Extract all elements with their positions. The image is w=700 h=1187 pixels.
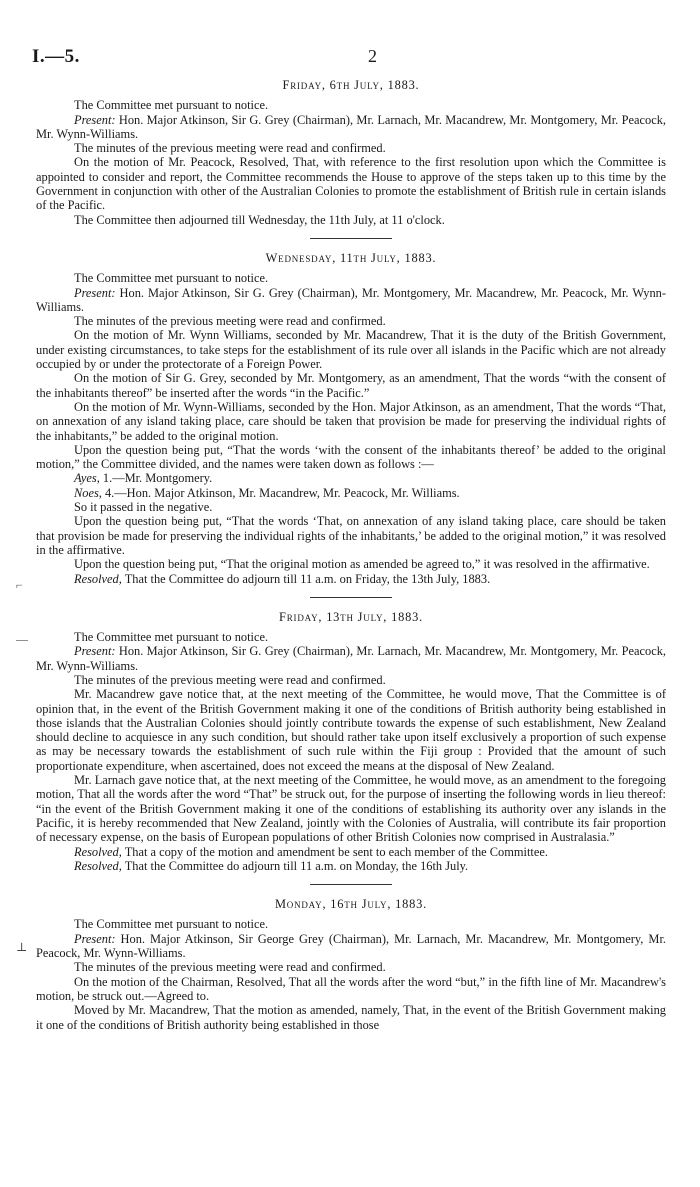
minute-paragraph <box>36 371 666 400</box>
minute-paragraph <box>36 673 666 687</box>
minute-paragraph <box>36 845 666 859</box>
minute-paragraph <box>36 644 666 673</box>
meeting-section <box>36 610 666 873</box>
meeting-section <box>36 897 666 1032</box>
page-number: 2 <box>368 46 377 66</box>
minute-paragraph <box>36 328 666 371</box>
minute-paragraph <box>36 271 666 285</box>
minute-paragraph <box>36 514 666 557</box>
paragraph-lead: Resolved, <box>74 858 122 873</box>
paragraph-lead: Present: <box>74 285 116 300</box>
paragraph-text: So it passed in the negative. <box>74 500 213 515</box>
paragraph-lead: Ayes, <box>74 471 100 486</box>
paragraph-text: The Committee met pursuant to notice. <box>74 630 269 645</box>
paragraph-text: That the Committee do adjourn till 11 a.m. on Monday, the 16th July. <box>121 858 469 873</box>
paragraph-text: On the motion of Mr. Peacock, Resolved, That, with reference to the first resolution upon which the Committee is appointed to consider and report, the Committee recommends the House to approve of the steps taken up to this time by the Government in conjunction with other of the Australian Colonies to promote the establishment of British rule in certain islands of the Pacific. <box>36 155 666 213</box>
minute-paragraph <box>36 141 666 155</box>
section-divider <box>310 238 392 239</box>
meeting-section <box>36 78 666 227</box>
margin-mark: ⊥ <box>16 940 28 954</box>
meeting-date: Friday, 6th July, 1883. <box>282 78 420 92</box>
minute-paragraph <box>36 557 666 571</box>
document-reference: I.—5. <box>32 46 80 67</box>
paragraph-text: The Committee met pursuant to notice. <box>74 917 269 932</box>
paragraph-text: 1.—Mr. Montgomery. <box>99 471 213 486</box>
paragraph-text: On the motion of Sir G. Grey, seconded by Mr. Montgomery, as an amendment, That the words “with the consent of the inhabitants thereof” be inserted after the words “in the Pacific.” <box>36 371 666 400</box>
paragraph-lead: Present: <box>74 644 116 659</box>
meeting-date: Friday, 13th July, 1883. <box>279 609 423 624</box>
paragraph-text: Hon. Major Atkinson, Sir G. Grey (Chairman), Mr. Larnach, Mr. Macandrew, Mr. Montgomery, Mr. Peacock, Mr. Wynn-Williams. <box>36 644 666 673</box>
minute-paragraph <box>36 471 666 485</box>
paragraph-text: Upon the question being put, “That the words ‘That, on annexation of any island taking place, care should be taken that provision be made for preserving the individual rights of the inhabitants,’ be added to the original motion,” it was resolved in the affirmative. <box>36 514 666 557</box>
minute-paragraph <box>36 500 666 514</box>
minute-paragraph <box>36 572 666 586</box>
margin-mark: ⌐ <box>16 578 23 592</box>
paragraph-text: Hon. Major Atkinson, Sir G. Grey (Chairman), Mr. Larnach, Mr. Macandrew, Mr. Montgomery, Mr. Peacock, Mr. Wynn-Williams. <box>36 112 666 141</box>
margin-mark: — <box>16 632 28 646</box>
minute-paragraph <box>36 1003 666 1032</box>
paragraph-text: The Committee then adjourned till Wednesday, the 11th July, at 11 o'clock. <box>74 212 445 227</box>
minute-paragraph <box>36 773 666 844</box>
minute-paragraph <box>36 630 666 644</box>
paragraph-text: On the motion of Mr. Wynn-Williams, seconded by the Hon. Major Atkinson, as an amendment, That the words “That, on annexation of any island taking place, care should be taken that provision be made for preserving the individual rights of the inhabitants,” be added to the original motion. <box>36 399 666 443</box>
paragraph-text: The minutes of the previous meeting were read and confirmed. <box>74 672 386 687</box>
minute-paragraph <box>36 486 666 500</box>
paragraph-text: Mr. Macandrew gave notice that, at the next meeting of the Committee, he would move, That the Committee is of opinion that, in the event of the British Government making it one of the conditions of British authority being established in those islands that the Australian Colonies should jointly contribute towards the expense of such establishment, New Zealand should decline to acquiesce in any such condition, but should rather take upon itself exclusively a proportion of such expense as may be necessary towards the establishment of such rule within the Fiji group : Provided that the amount of such proportionate expenditure, when ascertained, does not exceed the means at the disposal of New Zealand. <box>36 687 666 773</box>
minute-paragraph <box>36 155 666 212</box>
minutes-body <box>36 78 666 1032</box>
paragraph-text: The Committee met pursuant to notice. <box>74 271 269 286</box>
minute-paragraph <box>36 113 666 142</box>
paragraph-text: On the motion of Mr. Wynn Williams, seconded by Mr. Macandrew, That it is the duty of the British Government, under existing circumstances, to take steps for the establishment of its rule over all islands in the Pacific which are not already occupied by or under the protectorate of a Foreign Power. <box>36 328 666 372</box>
section-divider <box>310 884 392 885</box>
minute-paragraph <box>36 975 666 1004</box>
paragraph-text: That the Committee do adjourn till 11 a.m. on Friday, the 13th July, 1883. <box>121 571 491 586</box>
paragraph-text: Upon the question being put, “That the original motion as amended be agreed to,” it was resolved in the affirmative. <box>74 557 650 572</box>
paragraph-text: The minutes of the previous meeting were read and confirmed. <box>74 960 386 975</box>
minute-paragraph <box>36 400 666 443</box>
minute-paragraph <box>36 859 666 873</box>
paragraph-text: The Committee met pursuant to notice. <box>74 98 269 113</box>
paragraph-text: The minutes of the previous meeting were read and confirmed. <box>74 141 386 156</box>
minute-paragraph <box>36 917 666 931</box>
paragraph-text: That a copy of the motion and amendment be sent to each member of the Committee. <box>121 844 548 859</box>
paragraph-text: Hon. Major Atkinson, Sir George Grey (Chairman), Mr. Larnach, Mr. Macandrew, Mr. Montgomery, Mr. Peacock, Mr. Wynn-Williams. <box>36 931 666 961</box>
paragraph-lead: Resolved, <box>74 571 122 586</box>
paragraph-text: The minutes of the previous meeting were read and confirmed. <box>74 314 386 329</box>
paragraph-lead: Noes, <box>74 485 102 500</box>
paragraph-lead: Resolved, <box>74 844 122 859</box>
minute-paragraph <box>36 687 666 773</box>
paragraph-text: 4.—Hon. Major Atkinson, Mr. Macandrew, Mr. Peacock, Mr. Williams. <box>101 485 460 500</box>
meeting-date: Wednesday, 11th July, 1883. <box>265 250 437 265</box>
minute-paragraph <box>36 286 666 315</box>
minute-paragraph <box>36 443 666 472</box>
paragraph-text: Upon the question being put, “That the words ‘with the consent of the inhabitants thereof’ be added to the original motion,” the Committee divided, and the names were taken down as follows :— <box>36 442 666 472</box>
minute-paragraph <box>36 98 666 112</box>
minute-paragraph <box>36 960 666 974</box>
meeting-section <box>36 251 666 586</box>
page-header <box>32 46 668 70</box>
paragraph-lead: Present: <box>74 112 116 127</box>
minute-paragraph <box>36 213 666 227</box>
meeting-date: Monday, 16th July, 1883. <box>274 897 428 912</box>
paragraph-text: Moved by Mr. Macandrew, That the motion as amended, namely, That, in the event of the British Government making it one of the conditions of British authority being established in those <box>36 1003 666 1032</box>
minute-paragraph <box>36 932 666 961</box>
section-divider <box>310 597 392 598</box>
minute-paragraph <box>36 314 666 328</box>
paragraph-lead: Present: <box>74 931 116 946</box>
paragraph-text: On the motion of the Chairman, Resolved, That all the words after the word “but,” in the fifth line of Mr. Macandrew's motion, be struck out.—Agreed to. <box>36 974 666 1003</box>
paragraph-text: Hon. Major Atkinson, Sir G. Grey (Chairman), Mr. Montgomery, Mr. Macandrew, Mr. Peacock, Mr. Wynn-Williams. <box>36 285 666 314</box>
paragraph-text: Mr. Larnach gave notice that, at the next meeting of the Committee, he would move, as an amendment to the foregoing motion, That all the words after the word “That” be struck out, for the purpose of inserting the following words in lieu thereof: “in the event of the British Government making it one of the conditions of establishing its authority over any islands in the Pacific, it is hereby recommended that New Zealand, jointly with the Colonies of Australia, will contribute its fair proportion of necessary expense, on the basis of European populations of other British Colonies now comprised in Australasia.” <box>36 773 666 845</box>
